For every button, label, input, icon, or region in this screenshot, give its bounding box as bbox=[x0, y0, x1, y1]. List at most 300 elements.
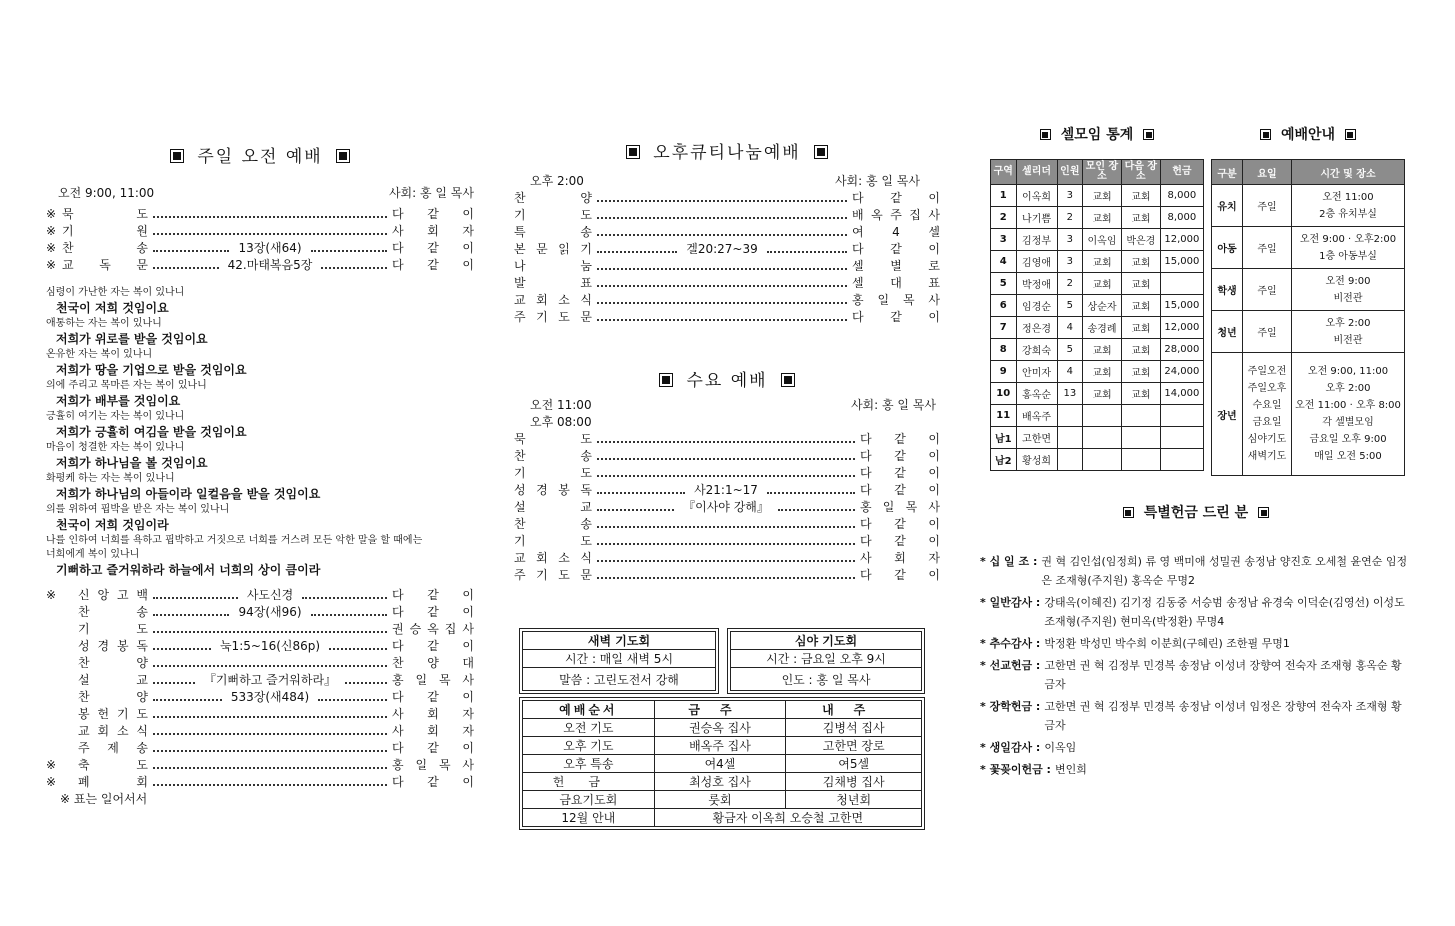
order-label-char: 경 bbox=[97, 639, 110, 653]
order-person-char: 같 bbox=[890, 191, 902, 205]
worship-info-title-row bbox=[1211, 124, 1405, 144]
order-person-char: 셀 bbox=[852, 276, 864, 290]
stat-cell bbox=[1121, 427, 1160, 449]
beatitude-line: 애통하는 자는 복이 있나니 bbox=[46, 318, 162, 329]
order-label-char: 경 bbox=[536, 483, 548, 497]
beatitude-line: 화평케 하는 자는 복이 있나니 bbox=[46, 473, 175, 484]
offering-names: 이옥임 bbox=[1044, 741, 1077, 754]
order-label-char: 기 bbox=[62, 224, 74, 238]
order-label-char: 교 bbox=[136, 673, 148, 687]
order-person-char: 같 bbox=[890, 310, 902, 324]
order-person-char: 표 bbox=[928, 276, 940, 290]
order-person-char: 대 bbox=[462, 656, 474, 670]
order-person-char: 다 bbox=[852, 242, 864, 256]
wednesday-time-1: 오전 11:00 bbox=[530, 398, 592, 412]
cell-stats-table bbox=[990, 159, 1204, 471]
stat-cell: 송경례 bbox=[1083, 317, 1122, 339]
leader-dots-segment bbox=[767, 251, 847, 253]
stat-header: 구역 bbox=[991, 160, 1017, 185]
order-person-char: 같 bbox=[894, 466, 906, 480]
order-label-char: 문 bbox=[536, 242, 548, 256]
order-row bbox=[46, 223, 474, 240]
leader-dots bbox=[148, 665, 392, 672]
leader-dots bbox=[148, 233, 392, 240]
order-label-char: 찬 bbox=[514, 517, 526, 531]
beatitudes-reading bbox=[46, 286, 474, 579]
order-row bbox=[514, 567, 940, 584]
order-label-char: 원 bbox=[136, 224, 148, 238]
leader-dots-segment bbox=[597, 475, 855, 477]
order-label-char: 송 bbox=[580, 225, 592, 239]
order-label-char: 회 bbox=[536, 551, 548, 565]
stat-cell: 박은경 bbox=[1121, 229, 1160, 251]
wednesday-order bbox=[514, 431, 940, 584]
order-person bbox=[860, 482, 940, 499]
stat-header: 셀리더 bbox=[1016, 160, 1057, 185]
info-time-line: 비전관 bbox=[1333, 292, 1363, 304]
order-person-char: 배 bbox=[852, 208, 864, 222]
order-label-char: 찬 bbox=[514, 191, 526, 205]
order-label bbox=[514, 241, 592, 258]
order-label-char: 교 bbox=[580, 500, 592, 514]
afternoon-title-row bbox=[514, 138, 940, 163]
beatitude-line: 너희에게 복이 있나니 bbox=[46, 549, 140, 560]
stat-cell: 김정부 bbox=[1016, 229, 1057, 251]
info-day-line: 금요일 bbox=[1252, 417, 1282, 428]
info-row-adult bbox=[1212, 353, 1405, 476]
leader-dots-segment bbox=[153, 233, 387, 235]
duty-cell: 배옥주 집사 bbox=[654, 737, 786, 755]
duty-cell: 청년회 bbox=[786, 791, 922, 809]
order-label-char: 제 bbox=[107, 741, 119, 755]
order-person-char: 다 bbox=[860, 466, 872, 480]
info-time bbox=[1292, 269, 1405, 311]
wednesday-header bbox=[514, 397, 940, 414]
order-label bbox=[514, 550, 592, 567]
order-person-char: 이 bbox=[928, 191, 940, 205]
order-label-char: 소 bbox=[116, 724, 129, 738]
offering-kind: * 생일감사 : bbox=[980, 741, 1041, 754]
stat-cell: 10 bbox=[991, 383, 1017, 405]
order-person-char: 같 bbox=[894, 517, 906, 531]
order-label bbox=[514, 499, 592, 516]
info-time bbox=[1292, 227, 1405, 269]
order-person-char: 이 bbox=[462, 258, 474, 272]
order-person bbox=[860, 533, 940, 550]
square-bullet-icon bbox=[1345, 129, 1356, 140]
order-label-char: 찬 bbox=[78, 605, 90, 619]
standing-mark: ※ bbox=[46, 224, 57, 238]
order-person bbox=[392, 604, 474, 621]
order-person bbox=[392, 689, 474, 706]
cell-stats-title: 셀모임 통계 bbox=[1060, 127, 1134, 143]
order-row bbox=[46, 587, 474, 604]
order-row bbox=[514, 207, 940, 224]
order-label-char: 송 bbox=[136, 605, 148, 619]
beatitude-line: 의에 주리고 목마른 자는 복이 있나니 bbox=[46, 380, 207, 391]
order-person-char: 다 bbox=[860, 449, 872, 463]
leader-dots-segment bbox=[597, 217, 847, 219]
square-bullet-icon bbox=[659, 373, 673, 387]
duty-header-order: 예배순서 bbox=[523, 701, 655, 719]
offering-names: 고한면 권 혁 김정부 민경복 송정남 이성녀 임정은 장향여 전숙자 조재형 황금자 bbox=[1044, 700, 1402, 732]
order-row bbox=[46, 638, 474, 655]
order-label bbox=[514, 567, 592, 584]
info-time-line: 오후 2:00 bbox=[1325, 317, 1371, 329]
order-person-char: 이 bbox=[462, 741, 474, 755]
stat-cell: 교회 bbox=[1121, 383, 1160, 405]
order-label bbox=[78, 672, 148, 689]
order-person bbox=[392, 706, 474, 723]
stat-cell bbox=[1160, 405, 1203, 427]
order-person-char: 자 bbox=[462, 707, 474, 721]
order-person-char: 이 bbox=[928, 466, 940, 480]
square-bullet-icon bbox=[1040, 129, 1051, 140]
order-label-char: 기 bbox=[78, 622, 90, 636]
square-bullet-icon bbox=[1258, 507, 1269, 518]
leader-dots-segment bbox=[311, 614, 387, 616]
order-person-char: 다 bbox=[392, 207, 404, 221]
order-label-char: 봉 bbox=[558, 483, 570, 497]
order-label-char: 앙 bbox=[97, 588, 110, 602]
offering-names: 고한면 권 혁 김정부 민경복 송정남 이성녀 장향여 전숙자 조재형 홍옥순 황금자 bbox=[1044, 659, 1402, 691]
order-label-char: 독 bbox=[136, 639, 148, 653]
order-person-char: 다 bbox=[392, 639, 404, 653]
wednesday-service bbox=[514, 366, 940, 584]
order-person-char: 이 bbox=[928, 449, 940, 463]
order-person bbox=[392, 740, 474, 757]
order-person-char: 다 bbox=[392, 741, 404, 755]
order-label-char: 표 bbox=[580, 276, 592, 290]
order-person-char: 대 bbox=[890, 276, 902, 290]
info-time-list bbox=[1292, 353, 1405, 476]
info-time bbox=[1292, 311, 1405, 353]
stat-cell: 4 bbox=[1057, 361, 1083, 383]
order-person bbox=[392, 774, 474, 791]
stat-cell: 3 bbox=[991, 229, 1017, 251]
duty-cell: 오후 특송 bbox=[523, 755, 655, 773]
stat-row bbox=[991, 251, 1204, 273]
order-label bbox=[514, 275, 592, 292]
stat-cell: 11 bbox=[991, 405, 1017, 427]
stat-cell: 13 bbox=[1057, 383, 1083, 405]
order-row bbox=[46, 723, 474, 740]
night-prayer-lead: 인도 : 홍 일 목사 bbox=[731, 668, 922, 691]
order-label bbox=[78, 655, 148, 672]
leader-dots bbox=[592, 482, 860, 499]
order-row bbox=[46, 240, 474, 257]
offering-kind: * 장학헌금 : bbox=[980, 700, 1041, 713]
duty-cell: 헌금 bbox=[523, 773, 655, 791]
order-person-char: 회 bbox=[894, 551, 906, 565]
stat-cell bbox=[1083, 449, 1122, 471]
order-detail: 『이사야 강해』 bbox=[679, 499, 773, 516]
stat-cell: 교회 bbox=[1121, 361, 1160, 383]
order-label-char: 폐 bbox=[78, 775, 90, 789]
duty-cell: 김병석 집사 bbox=[786, 719, 922, 737]
order-person-char: 같 bbox=[894, 568, 906, 582]
leader-dots bbox=[592, 217, 852, 224]
standing-mark: ※ bbox=[46, 588, 57, 602]
order-person-char: 자 bbox=[462, 724, 474, 738]
order-person-char: 사 bbox=[462, 673, 474, 687]
order-person-char: 주 bbox=[890, 208, 902, 222]
order-person bbox=[852, 224, 940, 241]
order-person-char: 이 bbox=[928, 534, 940, 548]
stat-cell: 8 bbox=[991, 339, 1017, 361]
duty-header-next-week: 내주 bbox=[786, 701, 922, 719]
leader-dots-segment bbox=[597, 458, 855, 460]
leader-dots-segment bbox=[345, 682, 387, 684]
stat-row bbox=[991, 185, 1204, 207]
order-person-char: 회 bbox=[427, 724, 439, 738]
order-label-char: 주 bbox=[514, 310, 526, 324]
order-row bbox=[46, 655, 474, 672]
leader-dots bbox=[592, 560, 860, 567]
stat-cell: 정은경 bbox=[1016, 317, 1057, 339]
order-label-char: 식 bbox=[580, 293, 592, 307]
order-person bbox=[852, 190, 940, 207]
order-label bbox=[514, 258, 592, 275]
order-person-char: 이 bbox=[462, 241, 474, 255]
leader-dots bbox=[592, 319, 852, 326]
order-person bbox=[860, 448, 940, 465]
order-person bbox=[860, 431, 940, 448]
order-person-char: 다 bbox=[392, 605, 404, 619]
info-group: 학생 bbox=[1212, 269, 1243, 311]
leader-dots-segment bbox=[311, 250, 387, 252]
stat-cell: 교회 bbox=[1121, 207, 1160, 229]
order-person-char: 이 bbox=[928, 483, 940, 497]
worship-info bbox=[1211, 124, 1405, 476]
order-person bbox=[392, 587, 474, 604]
order-detail: 겔20:27~39 bbox=[682, 241, 762, 258]
order-row bbox=[46, 774, 474, 791]
order-person-char: 같 bbox=[894, 449, 906, 463]
order-label-char: 도 bbox=[580, 208, 592, 222]
leader-dots-segment bbox=[597, 441, 855, 443]
leader-dots-segment bbox=[597, 234, 847, 236]
order-person-char: 별 bbox=[890, 259, 902, 273]
order-label bbox=[62, 206, 148, 223]
stat-cell: 나기쁨 bbox=[1016, 207, 1057, 229]
order-person-char: 셀 bbox=[852, 259, 864, 273]
order-person-char: 사 bbox=[392, 707, 404, 721]
beatitude-response: 천국이 저희 것임이라 bbox=[56, 518, 169, 532]
order-label-char: 읽 bbox=[558, 242, 570, 256]
standing-mark: ※ bbox=[46, 207, 57, 221]
stat-cell bbox=[1083, 405, 1122, 427]
order-person-char: 셀 bbox=[928, 225, 940, 239]
info-day-line: 주일오후 bbox=[1247, 383, 1287, 394]
beatitude-response: 기뻐하고 즐거워하라 하늘에서 너희의 상이 큼이라 bbox=[56, 563, 321, 577]
leader-dots-segment bbox=[302, 597, 387, 599]
morning-order-bottom bbox=[46, 587, 474, 791]
order-person-char: 다 bbox=[392, 588, 404, 602]
order-person-char: 옥 bbox=[427, 622, 439, 636]
special-offering-title-row bbox=[980, 502, 1412, 522]
square-bullet-icon bbox=[781, 373, 795, 387]
worship-info-title: 예배안내 bbox=[1280, 127, 1336, 143]
order-label bbox=[78, 587, 148, 604]
order-label-char: 문 bbox=[580, 310, 592, 324]
duty-cell: 여4셀 bbox=[654, 755, 786, 773]
order-row bbox=[46, 706, 474, 723]
standing-mark: ※ bbox=[46, 258, 57, 272]
square-bullet-icon bbox=[336, 149, 350, 163]
offering-item bbox=[980, 593, 1412, 631]
leader-dots bbox=[148, 716, 392, 723]
order-label bbox=[514, 482, 592, 499]
order-person bbox=[392, 223, 474, 240]
info-day: 주일 bbox=[1243, 269, 1292, 311]
order-detail: 사도신경 bbox=[243, 587, 297, 604]
order-person-char: 목 bbox=[902, 293, 915, 307]
order-person-char: 목 bbox=[438, 673, 451, 687]
order-person bbox=[392, 723, 474, 740]
order-person-char: 사 bbox=[392, 724, 404, 738]
order-person-char: 같 bbox=[890, 242, 902, 256]
info-time-line: 오후 2:00 bbox=[1325, 383, 1371, 394]
leader-dots-segment bbox=[321, 267, 387, 269]
order-row bbox=[46, 257, 474, 274]
order-label-char: 신 bbox=[78, 588, 90, 602]
order-label-char: 성 bbox=[78, 639, 90, 653]
order-label-char: 회 bbox=[136, 775, 148, 789]
order-person-char: 목 bbox=[905, 500, 918, 514]
leader-dots-segment bbox=[778, 509, 855, 511]
order-row bbox=[514, 275, 940, 292]
order-label-char: 찬 bbox=[78, 690, 90, 704]
stat-cell: 교회 bbox=[1083, 339, 1122, 361]
offering-kind: * 선교헌금 : bbox=[980, 659, 1041, 672]
order-label-char: 양 bbox=[136, 690, 148, 704]
order-label-char: 도 bbox=[136, 707, 148, 721]
order-row bbox=[514, 431, 940, 448]
leader-dots-segment bbox=[767, 492, 855, 494]
leader-dots bbox=[592, 441, 860, 448]
leader-dots bbox=[592, 285, 852, 292]
beatitude-response: 천국이 저희 것임이요 bbox=[56, 301, 169, 315]
leader-dots bbox=[148, 604, 392, 621]
duty-table bbox=[522, 700, 922, 827]
afternoon-header bbox=[514, 173, 940, 190]
stat-cell: 교회 bbox=[1083, 185, 1122, 207]
offering-kind: * 꽃꽂이헌금 : bbox=[980, 763, 1051, 776]
order-person-char: 같 bbox=[427, 258, 439, 272]
order-label-char: 교 bbox=[514, 551, 526, 565]
order-person-char: 같 bbox=[427, 741, 439, 755]
order-person-char: 회 bbox=[427, 707, 439, 721]
order-label-char: 양 bbox=[580, 191, 592, 205]
stat-cell: 교회 bbox=[1083, 273, 1122, 295]
order-person-char: 이 bbox=[928, 517, 940, 531]
order-person bbox=[852, 309, 940, 326]
stat-row bbox=[991, 361, 1204, 383]
order-person-char: 다 bbox=[392, 258, 404, 272]
stat-cell: 1 bbox=[991, 185, 1017, 207]
info-header-group: 구분 bbox=[1212, 160, 1243, 185]
leader-dots bbox=[148, 587, 392, 604]
special-offering bbox=[980, 502, 1412, 782]
order-person bbox=[852, 241, 940, 258]
stat-cell: 5 bbox=[1057, 295, 1083, 317]
info-time-line: 비전관 bbox=[1333, 334, 1363, 346]
info-day: 주일 bbox=[1243, 227, 1292, 269]
beatitude-response: 저희가 위로를 받을 것임이요 bbox=[56, 332, 208, 346]
order-label-char: 독 bbox=[580, 483, 592, 497]
stat-cell: 안미자 bbox=[1016, 361, 1057, 383]
standing-mark: ※ bbox=[46, 758, 57, 772]
leader-dots-segment bbox=[597, 509, 674, 511]
beatitude-response: 저희가 긍휼히 여김을 받을 것임이요 bbox=[56, 425, 247, 439]
info-time-line: 오전 11:00 · 오후 8:00 bbox=[1295, 400, 1401, 411]
duty-cell: 권승옥 집사 bbox=[654, 719, 786, 737]
leader-dots-segment bbox=[153, 784, 387, 786]
stat-header: 인원 bbox=[1057, 160, 1083, 185]
order-person-char: 이 bbox=[928, 568, 940, 582]
order-label-char: 송 bbox=[136, 241, 148, 255]
order-person-char: 다 bbox=[860, 517, 872, 531]
december-value: 황금자 이옥희 오승철 고한면 bbox=[654, 809, 921, 827]
stat-cell: 상순자 bbox=[1083, 295, 1122, 317]
order-label-char: 식 bbox=[580, 551, 592, 565]
leader-dots-segment bbox=[153, 699, 222, 701]
info-time-line: 매일 오전 5:00 bbox=[1314, 451, 1382, 462]
morning-order-top bbox=[46, 206, 474, 274]
order-person-char: 다 bbox=[392, 775, 404, 789]
order-person-char: 다 bbox=[392, 241, 404, 255]
stat-cell: 이옥희 bbox=[1016, 185, 1057, 207]
leader-dots-segment bbox=[153, 733, 387, 735]
order-row bbox=[514, 258, 940, 275]
order-person-char: 같 bbox=[427, 775, 439, 789]
offering-list bbox=[980, 552, 1412, 779]
night-prayer-box bbox=[727, 628, 925, 694]
order-person bbox=[860, 567, 940, 584]
afternoon-service bbox=[514, 138, 940, 326]
stat-cell: 교회 bbox=[1083, 361, 1122, 383]
duty-cell: 금요기도회 bbox=[523, 791, 655, 809]
leader-dots-segment bbox=[153, 665, 387, 667]
leader-dots bbox=[148, 631, 392, 638]
stat-cell bbox=[1057, 449, 1083, 471]
order-label-char: 기 bbox=[536, 568, 548, 582]
stat-cell: 14,000 bbox=[1160, 383, 1203, 405]
stat-cell: 15,000 bbox=[1160, 295, 1203, 317]
stat-cell: 교회 bbox=[1121, 295, 1160, 317]
order-person-char: 사 bbox=[462, 758, 474, 772]
leader-dots bbox=[148, 240, 392, 257]
order-label-char: 도 bbox=[580, 466, 592, 480]
order-person bbox=[860, 465, 940, 482]
stat-cell bbox=[1121, 405, 1160, 427]
offering-names: 강태옥(이혜진) 김기정 김동중 서승범 송정남 유경숙 이덕순(김영선) 이성도 조재형(주지원) 현미옥(박정환) 무명4 bbox=[1044, 596, 1405, 628]
duty-cell: 최성호 집사 bbox=[654, 773, 786, 791]
order-label-char: 회 bbox=[97, 724, 110, 738]
order-label-char: 백 bbox=[136, 588, 148, 602]
leader-dots bbox=[148, 750, 392, 757]
order-person-char: 홍 bbox=[392, 673, 404, 687]
square-bullet-icon bbox=[1123, 507, 1134, 518]
order-label-char: 도 bbox=[558, 568, 570, 582]
offering-names: 변인희 bbox=[1054, 763, 1087, 776]
beatitude-response: 저희가 하나님의 아들이라 일컬음을 받을 것임이요 bbox=[56, 487, 321, 501]
leader-dots bbox=[592, 268, 852, 275]
order-label-char: 특 bbox=[514, 225, 526, 239]
leader-dots bbox=[148, 638, 392, 655]
leader-dots-segment bbox=[597, 577, 855, 579]
